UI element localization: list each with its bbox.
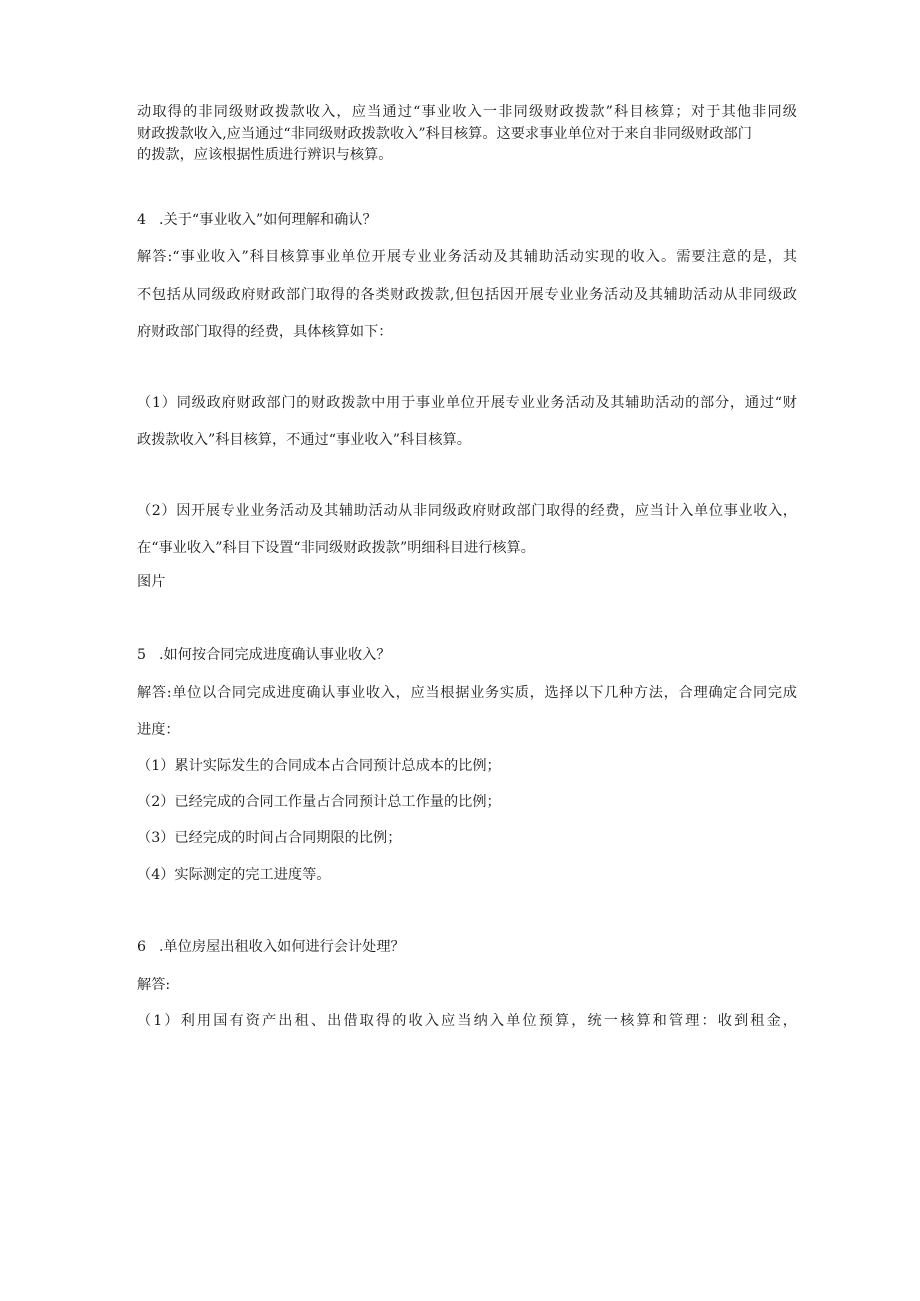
question-4-number: 4 <box>137 212 147 228</box>
question-5-title: .如何按合同完成进度确认事业收入？ <box>159 647 391 663</box>
question-6-answer-label: 解答: <box>137 977 171 993</box>
question-4-heading <box>137 210 797 230</box>
question-5-heading <box>137 645 797 665</box>
question-5-item: （3）已经完成的时间占合同期限的比例； <box>137 830 402 846</box>
question-6-heading <box>137 937 797 957</box>
question-6-number: 6 <box>137 939 147 955</box>
question-5-item: （2）已经完成的合同工作量占合同预计总工作量的比例； <box>137 794 501 810</box>
question-4-answer-line-3: 府财政部门取得的经费，具体核算如下： <box>137 324 393 340</box>
question-6-title: .单位房屋出租收入如何进行会计处理？ <box>159 939 405 955</box>
question-6-item-1-line-1: （1）利用国有资产出租、出借取得的收入应当纳入单位预算，统一核算和管理：收到租金， <box>137 1013 797 1029</box>
question-5-item: （1）累计实际发生的合同成本占合同预计总成本的比例； <box>137 758 501 774</box>
question-4-item-1-line-1: （1）同级政府财政部门的财政拨款中用于事业单位开展专业业务活动及其辅助活动的部分，通过“财 <box>137 395 797 411</box>
question-4-answer-line-2: 不包括从同级政府财政部门取得的各类财政拨款,但包括因开展专业业务活动及其辅助活动从非同级政 <box>137 287 797 303</box>
question-4-answer-line-1: 解答:“事业收入”科目核算事业单位开展专业业务活动及其辅助活动实现的收入。需要注意的是，其 <box>137 249 797 265</box>
question-4-item-1-line-2: 政拨款收入”科目核算，不通过“事业收入”科目核算。 <box>137 432 471 448</box>
intro-line-3: 的拨款，应该根据性质进行辨识与核算。 <box>137 147 393 163</box>
question-5-number: 5 <box>137 647 147 663</box>
question-5-answer-line-2: 进度： <box>137 722 180 738</box>
question-4-title: .关于“事业收入”如何理解和确认？ <box>159 212 377 228</box>
question-5-item: （4）实际测定的完工进度等。 <box>137 867 331 883</box>
question-5-answer-line-1: 解答:单位以合同完成进度确认事业收入，应当根据业务实质，选择以下几种方法，合理确定合同完成 <box>137 685 797 701</box>
intro-line-1: 动取得的非同级财政拨款收入，应当通过“事业收入一非同级财政拨款”科目核算；对于其他非同级 <box>137 104 797 120</box>
image-placeholder-text: 图片 <box>137 574 166 590</box>
question-4-item-2-line-2: 在“事业收入”科目下设置“非同级财政拨款”明细科目进行核算。 <box>137 540 535 556</box>
intro-line-2: 财政拨款收入,应当通过“非同级财政拨款收入”科目核算。这要求事业单位对于来自非同级财政部门 <box>137 126 752 142</box>
question-4-item-2-line-1: （2）因开展专业业务活动及其辅助活动从非同级政府财政部门取得的经费，应当计入单位事业收入， <box>137 503 797 519</box>
